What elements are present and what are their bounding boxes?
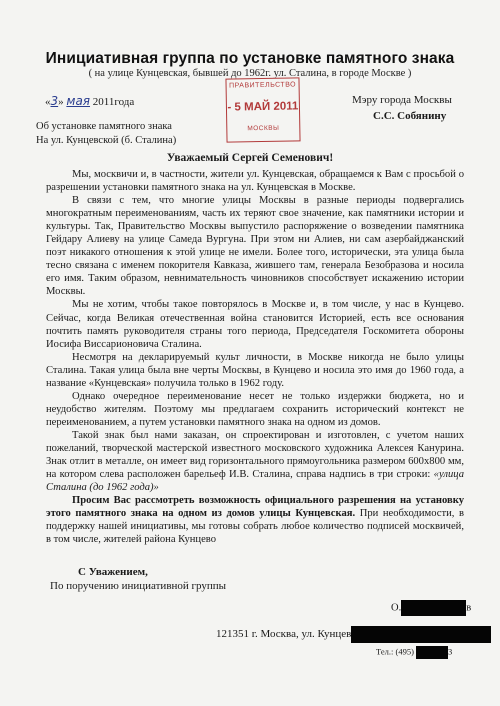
signer-name-start: О. bbox=[391, 602, 402, 614]
signer-name bbox=[391, 600, 471, 616]
sender-address bbox=[216, 626, 491, 643]
subject-line1: Об установке памятного знака bbox=[36, 121, 172, 132]
sender-phone bbox=[376, 646, 452, 659]
closing-regards: С Уважением, bbox=[78, 566, 148, 578]
closing-block bbox=[50, 565, 226, 593]
paragraph-7-text: При необходимости, в поддержку нашей инициативы, мы готовы собрать любое количество подписей москвичей, в том числе, жителей района Кунцево bbox=[46, 508, 464, 546]
paragraph-6 bbox=[46, 429, 464, 494]
phone-label: Тел.: (495) bbox=[376, 646, 414, 657]
inscription-text: «улица Сталина (до 1962 года)» bbox=[46, 469, 464, 494]
paragraph-2: В связи с тем, что многие улицы Москвы в разные периоды подвергались многократным переименованиям, часть их теряют свое значение, как памятники истории и культуры. Так, Правительство Москвы выпустило распоряжение о возведении памятника Гейдару Алиеву на улице Самеда Вургуна. При этом ни Алиев, ни сам азербайджанский поэт никакого отношения к этой улице не имели. Более того, исторически, эта улица была тесно связана с именем покорителя Кавказа, жившего там, генерала Безобразова и носила его имя. Таким образом, невнимательность чиновников способствует искажению истории Москвы. bbox=[46, 195, 464, 298]
date-day: 3 bbox=[50, 94, 59, 108]
date-open-quote: « bbox=[45, 96, 51, 108]
registration-stamp bbox=[225, 77, 300, 142]
addressee-name: С.С. Собянину bbox=[373, 110, 447, 122]
paragraph-7 bbox=[46, 494, 464, 546]
redaction-block bbox=[416, 646, 448, 659]
date-close-quote: » bbox=[58, 96, 64, 108]
closing-on-behalf: По поручению инициативной группы bbox=[50, 580, 227, 592]
addressee-title: Мэру города Москвы bbox=[352, 94, 452, 106]
paragraph-3: Мы не хотим, чтобы такое повторялось в Москве и, в том числе, у нас в Кунцево. Сейчас, когда Великая отечественная война становится Историей, есть все основания почтить память руководителя страны того периода, Председателя Госкомитета обороны Иосифа Виссарионовича Сталина. bbox=[46, 299, 464, 350]
redaction-block bbox=[401, 600, 466, 616]
request-bold: Просим Вас рассмотреть возможность официального разрешения на установку этого памятного знака на одном из домов улицы Кунцевская. bbox=[46, 495, 464, 520]
address-text: 121351 г. Москва, ул. Кунцев bbox=[216, 628, 352, 641]
stamp-line3: МОСКВЫ bbox=[247, 124, 280, 133]
date-month: мая bbox=[66, 94, 91, 108]
phone-end: 3 bbox=[448, 646, 453, 657]
stamp-date: - 5 МАЙ 2011 bbox=[227, 100, 299, 114]
addressee-block bbox=[352, 92, 452, 124]
subject-line2: На ул. Кунцевской (б. Сталина) bbox=[36, 134, 177, 146]
paragraph-4: Несмотря на декларируемый культ личности, в Москве никогда не было улицы Сталина. Такая улица была вне черты Москвы, в Кунцево и носила это имя до 1960 года, а название «Кунцевская» получила только в 1962 году. bbox=[46, 351, 464, 389]
paragraph-1: Мы, москвичи и, в частности, жители ул. Кунцевская, обращаемся к Вам с просьбой о разрешении установки памятного знака на ул. Кунцевская в Москве. bbox=[46, 169, 464, 194]
paragraph-6-text: Такой знак был нами заказан, он спроектирован и изготовлен, с учетом наших пожеланий, творческой мастерской известного московского художника Алексея Канурина. Знак отлит в металле, он имеет вид горизонтального прямоугольника размером 600х800 мм, на котором слева расположен барельеф И.В. Сталина, справа надпись в три строки: bbox=[46, 429, 464, 481]
subject-block bbox=[36, 120, 176, 147]
signer-name-end: в bbox=[466, 602, 472, 614]
salutation: Уважаемый Сергей Семенович! bbox=[166, 152, 334, 164]
paragraph-5: Однако очередное переименование несет не только издержки бюджета, но и неудобство жителям. Поэтому мы предлагаем сохранить исторический контекст не переименованием, а путем установки памятного знака на одном из домов. bbox=[46, 390, 464, 428]
letter-date bbox=[45, 94, 134, 108]
date-year: 2011года bbox=[92, 96, 135, 108]
letter-title: Инициативная группа по установке памятного знака bbox=[45, 50, 455, 67]
letter-subtitle: ( на улице Кунцевская, бывшей до 1962г. ул. Сталина, в городе Москве ) bbox=[88, 68, 412, 79]
redaction-block bbox=[351, 626, 491, 643]
letter-body bbox=[46, 168, 464, 546]
stamp-line1: ПРАВИТЕЛЬСТВО bbox=[228, 81, 297, 90]
